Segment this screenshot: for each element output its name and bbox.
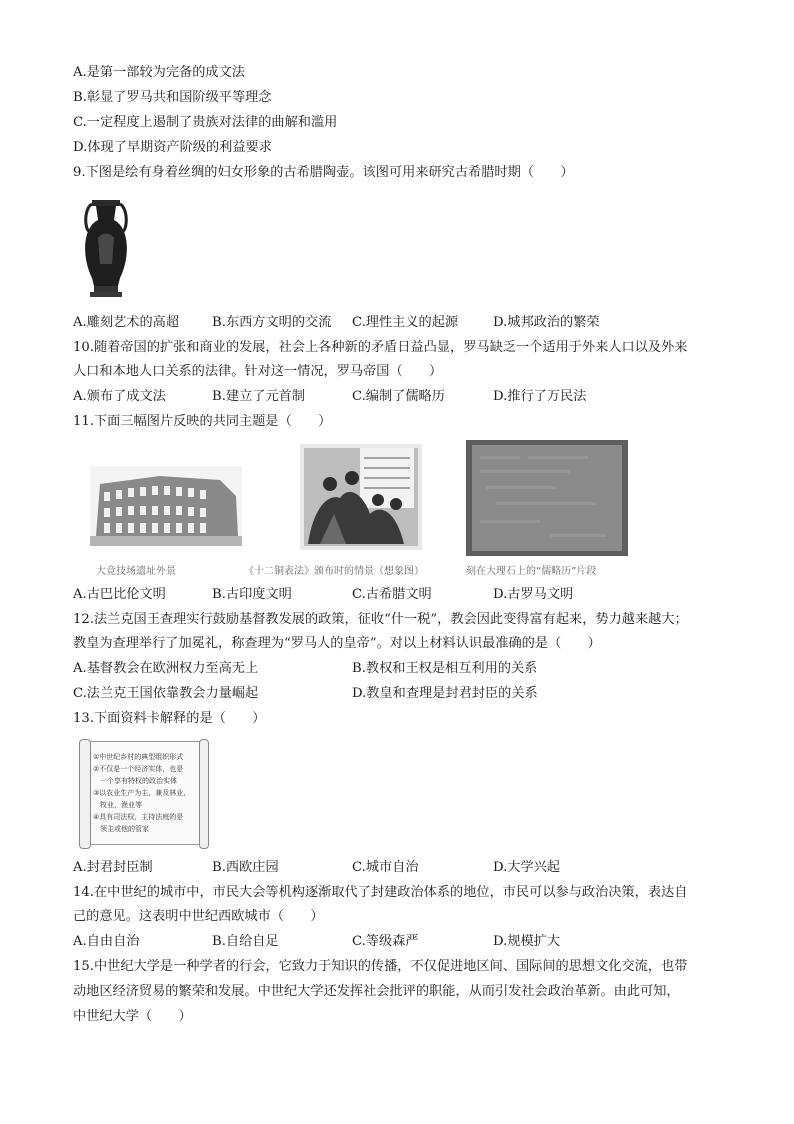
q13-option-a: A.封君封臣制 bbox=[73, 860, 153, 875]
q9-option-b: B.东西方文明的交流 bbox=[212, 315, 332, 330]
q14-stem-line2: 己的意见。这表明中世纪西欧城市（ ） bbox=[73, 909, 324, 924]
q14-option-a: A.自由自治 bbox=[73, 934, 140, 949]
scroll-roll-left bbox=[79, 739, 91, 849]
q13-option-c: C.城市自治 bbox=[352, 860, 419, 875]
q11-option-c: C.古希腊文明 bbox=[352, 587, 432, 602]
q11-caption-3: 刻在大理石上的“儒略历”片段 bbox=[466, 566, 597, 577]
q12-option-d: D.教皇和查理是封君封臣的关系 bbox=[352, 686, 538, 701]
q12-option-c: C.法兰克王国依靠教会力量崛起 bbox=[73, 686, 259, 701]
q14-option-b: B.自给自足 bbox=[212, 934, 279, 949]
greek-amphora-image bbox=[78, 198, 134, 300]
q11-option-b: B.古印度文明 bbox=[212, 587, 292, 602]
q12-stem-line1: 12.法兰克国王查理实行鼓励基督教发展的政策，征收“什一税”，教会因此变得富有起来，势力越来越大； bbox=[73, 612, 688, 627]
q13-stem: 13.下面资料卡解释的是（ ） bbox=[73, 711, 266, 726]
q13-info-card bbox=[80, 741, 208, 845]
q12-stem-line2: 教皇为查理举行了加冕礼，称查理为“罗马人的皇帝”。对以上材料认识最准确的是（ ） bbox=[73, 636, 601, 651]
q8-option-c: C.一定程度上遏制了贵族对法律的曲解和滥用 bbox=[73, 115, 338, 130]
q13-option-b: B.西欧庄园 bbox=[212, 860, 279, 875]
card-line: ③以农业生产为主，兼及林业， bbox=[93, 789, 191, 797]
q10-stem-line1: 10.随着帝国的扩张和商业的发展，社会上各种新的矛盾日益凸显，罗马缺乏一个适用于外来人口以及外来 bbox=[73, 340, 688, 355]
card-line: ④具有司法权，主持法庭的是 bbox=[93, 813, 184, 821]
julian-calendar-marble-image bbox=[466, 440, 628, 556]
q11-caption-1: 大竞技场遗址外景 bbox=[96, 566, 176, 577]
twelve-tables-image bbox=[300, 444, 422, 550]
q10-option-d: D.推行了万民法 bbox=[493, 389, 587, 404]
q12-option-a: A.基督教会在欧洲权力至高无上 bbox=[73, 661, 259, 676]
q11-stem: 11.下面三幅图片反映的共同主题是（ ） bbox=[73, 414, 332, 429]
scroll-roll-right bbox=[199, 739, 209, 849]
card-line: 牧业，渔业等 bbox=[93, 801, 142, 809]
q10-option-a: A.颁布了成文法 bbox=[73, 389, 166, 404]
q8-option-b: B.彰显了罗马共和国阶级平等理念 bbox=[73, 90, 272, 105]
q12-option-b: B.教权和王权是相互利用的关系 bbox=[352, 661, 538, 676]
q8-option-d: D.体现了早期资产阶级的利益要求 bbox=[73, 140, 272, 155]
q11-option-d: D.古罗马文明 bbox=[493, 587, 574, 602]
q10-option-b: B.建立了元首制 bbox=[212, 389, 306, 404]
q9-stem: 9.下图是绘有身着丝绸的妇女形象的古希腊陶壶。该图可用来研究古希腊时期（ ） bbox=[73, 165, 574, 180]
q10-stem-line2: 人口和本地人口关系的法律。针对这一情况，罗马帝国（ ） bbox=[73, 364, 443, 379]
card-line: ①中世纪乡村的典型组织形式 bbox=[93, 753, 184, 761]
q9-option-d: D.城邦政治的繁荣 bbox=[493, 315, 600, 330]
card-line: 一个享有特权的政治实体 bbox=[93, 777, 177, 785]
q11-caption-2: 《十二铜表法》颁布时的情景（想象图） bbox=[244, 566, 424, 577]
q13-option-d: D.大学兴起 bbox=[493, 860, 561, 875]
q14-option-c: C.等级森严 bbox=[352, 934, 419, 949]
q9-option-a: A.雕刻艺术的高超 bbox=[73, 315, 180, 330]
q15-stem-line1: 15.中世纪大学是一种学者的行会，它致力于知识的传播，不仅促进地区间、国际间的思想文化交流，也带 bbox=[73, 959, 688, 974]
q11-option-a: A.古巴比伦文明 bbox=[73, 587, 166, 602]
q14-option-d: D.规模扩大 bbox=[493, 934, 561, 949]
q15-stem-line3: 中世纪大学（ ） bbox=[73, 1009, 192, 1024]
q15-stem-line2: 动地区经济贸易的繁荣和发展。中世纪大学还发挥社会批评的职能，从而引发社会政治革新。由此可知， bbox=[73, 984, 680, 999]
colosseum-image bbox=[90, 466, 242, 546]
card-line: 领主或他的管家 bbox=[93, 825, 149, 833]
q10-option-c: C.编制了儒略历 bbox=[352, 389, 445, 404]
q9-option-c: C.理性主义的起源 bbox=[352, 315, 459, 330]
q14-stem-line1: 14.在中世纪的城市中，市民大会等机构逐渐取代了封建政治体系的地位，市民可以参与政治决策，表达自 bbox=[73, 885, 688, 900]
card-line: ②不仅是一个经济实体，也是 bbox=[93, 765, 184, 773]
q8-option-a: A.是第一部较为完备的成文法 bbox=[73, 65, 245, 80]
